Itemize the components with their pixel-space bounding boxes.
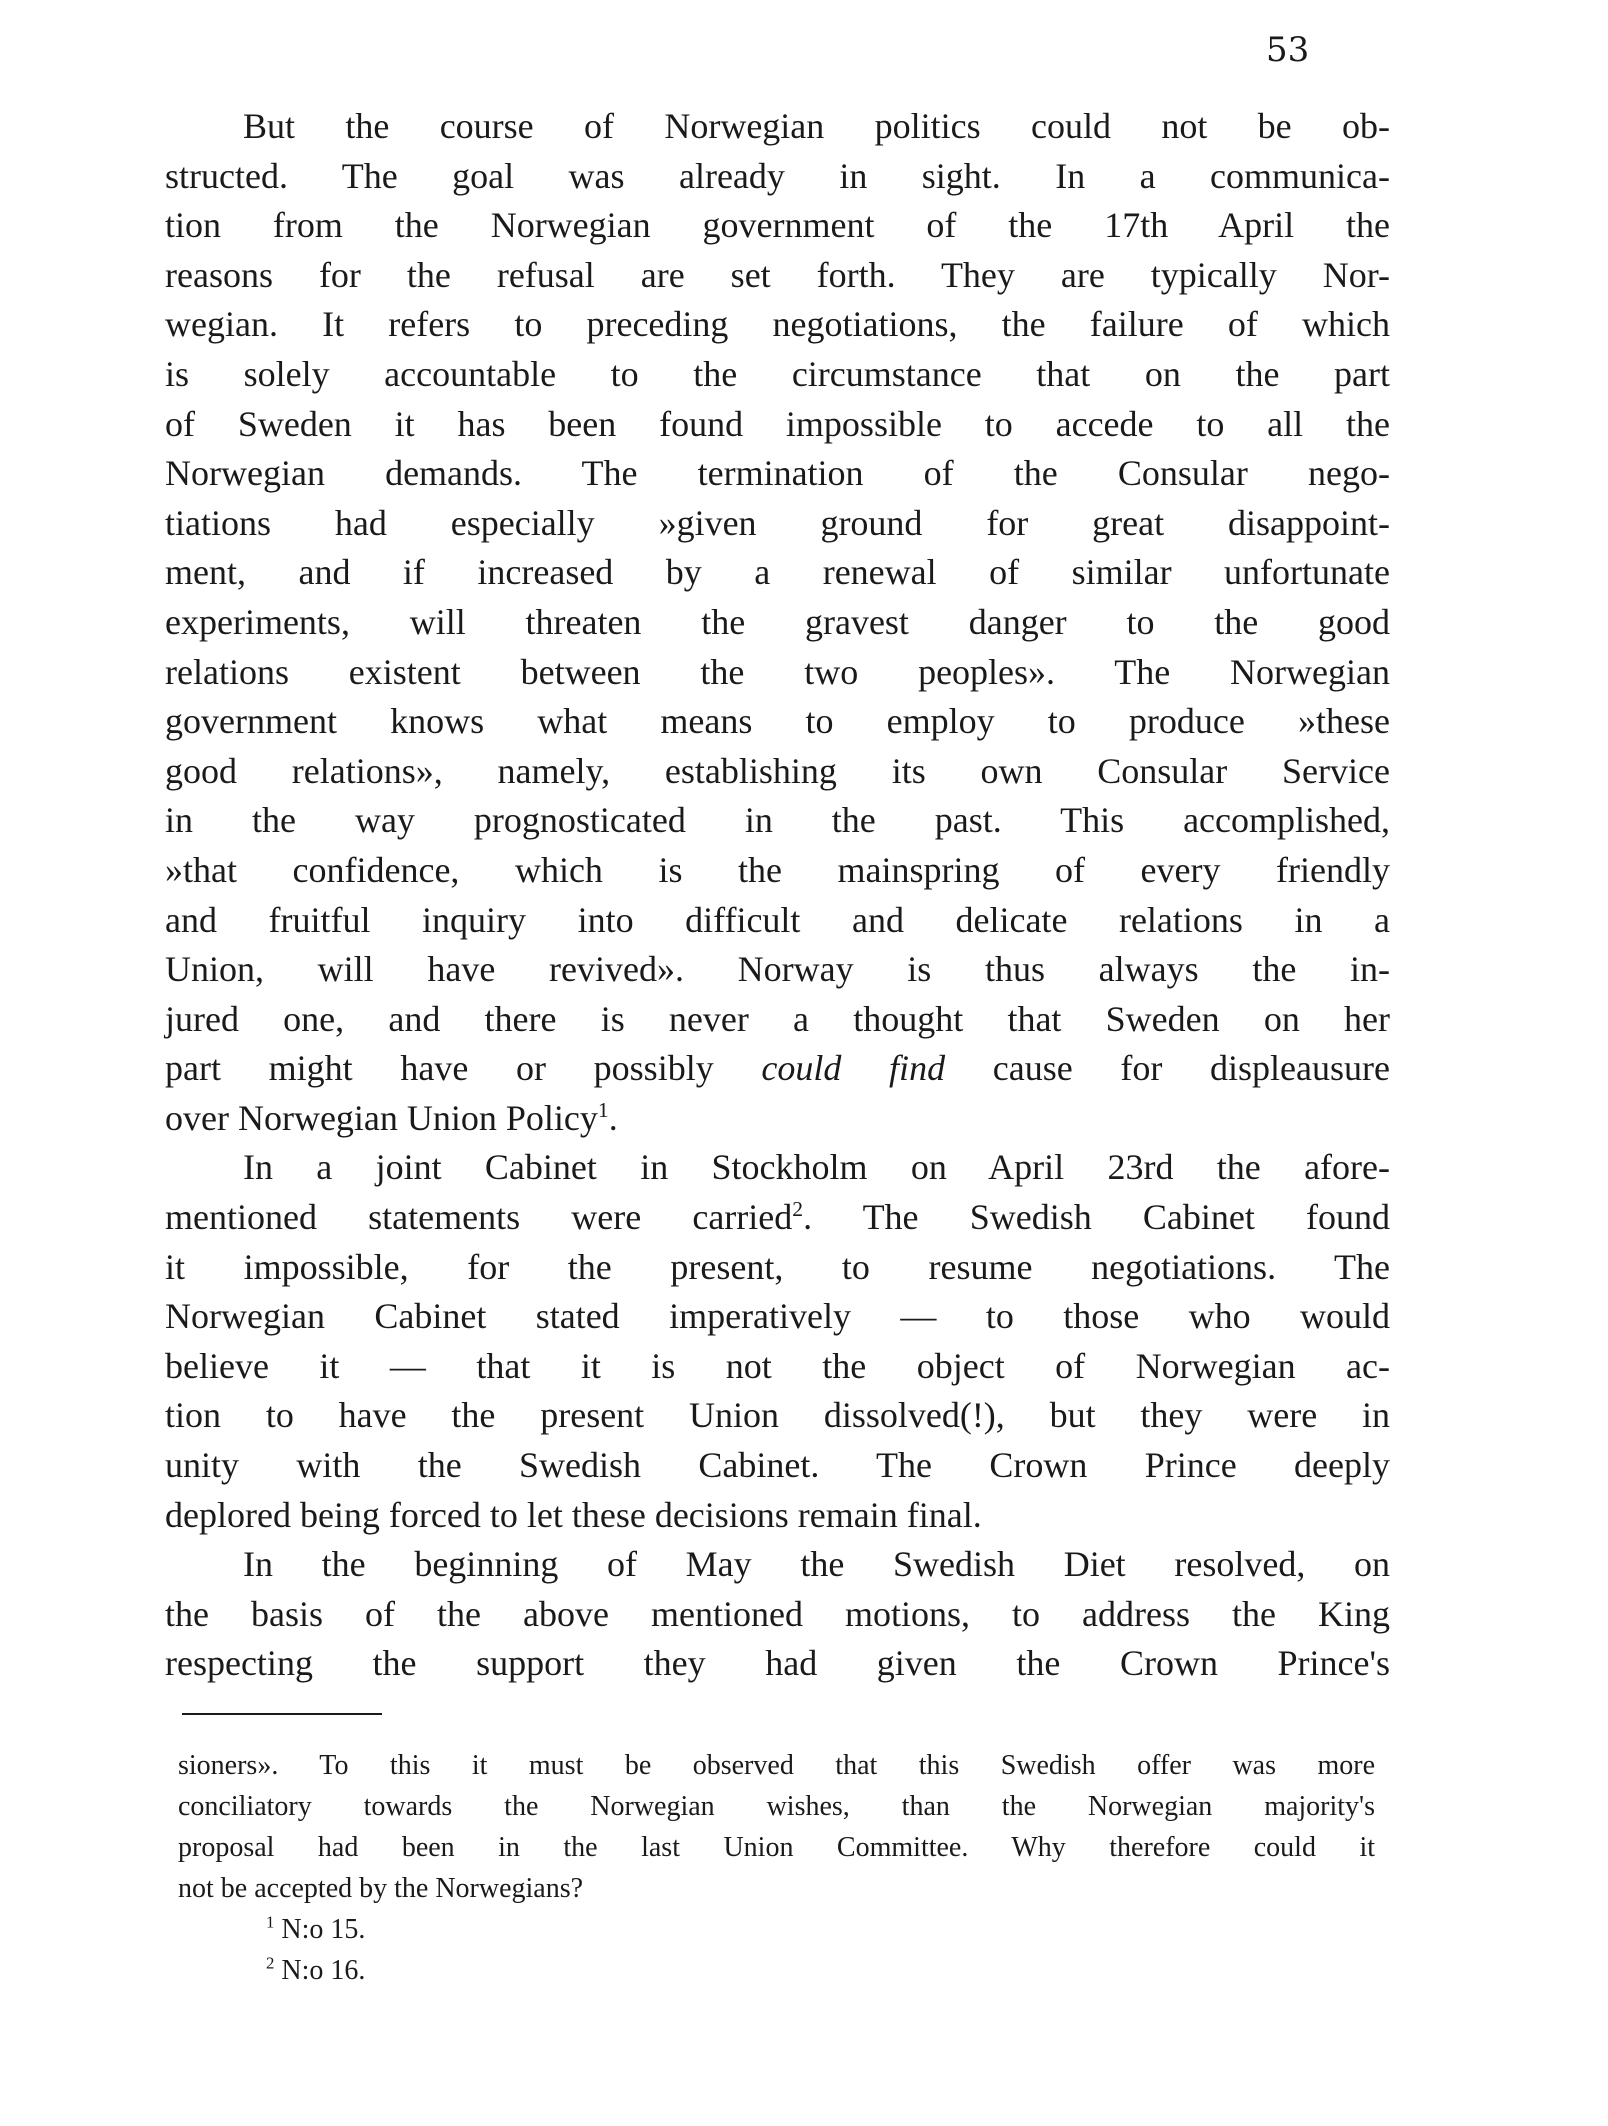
text-line: of Sweden it has been found impossible to accede to all the	[165, 403, 1390, 444]
text-line: experiments, will threaten the gravest danger to the good	[165, 601, 1390, 642]
italic-phrase: could find	[761, 1048, 946, 1089]
text-line: jured one, and there is never a thought that Sweden on her	[165, 998, 1390, 1039]
text-line: respecting the support they had given the Crown Prince's	[165, 1643, 1390, 1684]
text-line: wegian. It refers to preceding negotiations, the failure of which	[165, 304, 1390, 345]
text-line: the basis of the above mentioned motions, to address the King	[165, 1593, 1390, 1634]
text-line: is solely accountable to the circumstance that on the part	[165, 353, 1390, 394]
text-line: »that confidence, which is the mainspring of every friendly	[165, 849, 1390, 890]
text-line: ment, and if increased by a renewal of similar unfortunate	[165, 552, 1390, 593]
footnote-line: conciliatory towards the Norwegian wishes, than the Norwegian majority's	[178, 1791, 1375, 1822]
page-number: 53	[1266, 30, 1310, 70]
footnote-reference: $^1$ N:o 15.	[266, 1912, 366, 1945]
text-line: In the beginning of May the Swedish Diet resolved, on	[243, 1544, 1390, 1585]
text-line: reasons for the refusal are set forth. They are typically Nor-	[165, 254, 1390, 295]
text-line: structed. The goal was already in sight. In a communica-	[165, 155, 1390, 196]
footnote-mark: 2	[792, 1197, 804, 1222]
footnote-line: not be accepted by the Norwegians?	[178, 1873, 584, 1904]
text-line: tiations had especially »given ground for great disappoint-	[165, 502, 1390, 543]
text-line: In a joint Cabinet in Stockholm on April 23rd the afore-	[243, 1147, 1390, 1188]
text-line: believe it — that it is not the object of Norwegian ac-	[165, 1345, 1390, 1386]
text-line: and fruitful inquiry into difficult and delicate relations in a	[165, 899, 1390, 940]
text-line: tion to have the present Union dissolved(!), but they were in	[165, 1395, 1390, 1436]
text-line: But the course of Norwegian politics could not be ob-	[243, 106, 1390, 146]
text-line: over Norwegian Union Policy$^1$.	[165, 1097, 618, 1138]
text-line: in the way prognosticated in the past. This accomplished,	[165, 800, 1390, 841]
footnote-line: sioners». To this it must be observed that this Swedish offer was more	[178, 1750, 1375, 1781]
footnote-mark: 1	[597, 1097, 609, 1122]
footnote-line: proposal had been in the last Union Committee. Why therefore could it	[178, 1832, 1375, 1863]
text-line: mentioned statements were carried$^2$. The Swedish Cabinet found	[165, 1197, 1390, 1238]
text-line: it impossible, for the present, to resume negotiations. The	[165, 1246, 1390, 1287]
text-line: deplored being forced to let these decisions remain final.	[165, 1494, 982, 1535]
footnotes	[178, 1745, 1375, 1991]
text-line: government knows what means to employ to produce »these	[165, 701, 1390, 742]
text-line: unity with the Swedish Cabinet. The Crown Prince deeply	[165, 1445, 1390, 1486]
text-line: Union, will have revived». Norway is thus always the in-	[165, 949, 1390, 990]
text-line: relations existent between the two peoples». The Norwegian	[165, 651, 1390, 692]
text-line: Norwegian demands. The termination of the Consular nego-	[165, 453, 1390, 494]
text-line: good relations», namely, establishing its own Consular Service	[165, 750, 1390, 791]
footnote-reference: $^2$ N:o 16.	[266, 1953, 366, 1986]
text-line: part might have or possibly could find cause for displeausure	[165, 1048, 1390, 1089]
body-text	[165, 102, 1390, 1689]
text-line: Norwegian Cabinet stated imperatively — to those who would	[165, 1296, 1390, 1337]
footnote-divider	[182, 1713, 382, 1715]
text-line: tion from the Norwegian government of the 17th April the	[165, 205, 1390, 246]
